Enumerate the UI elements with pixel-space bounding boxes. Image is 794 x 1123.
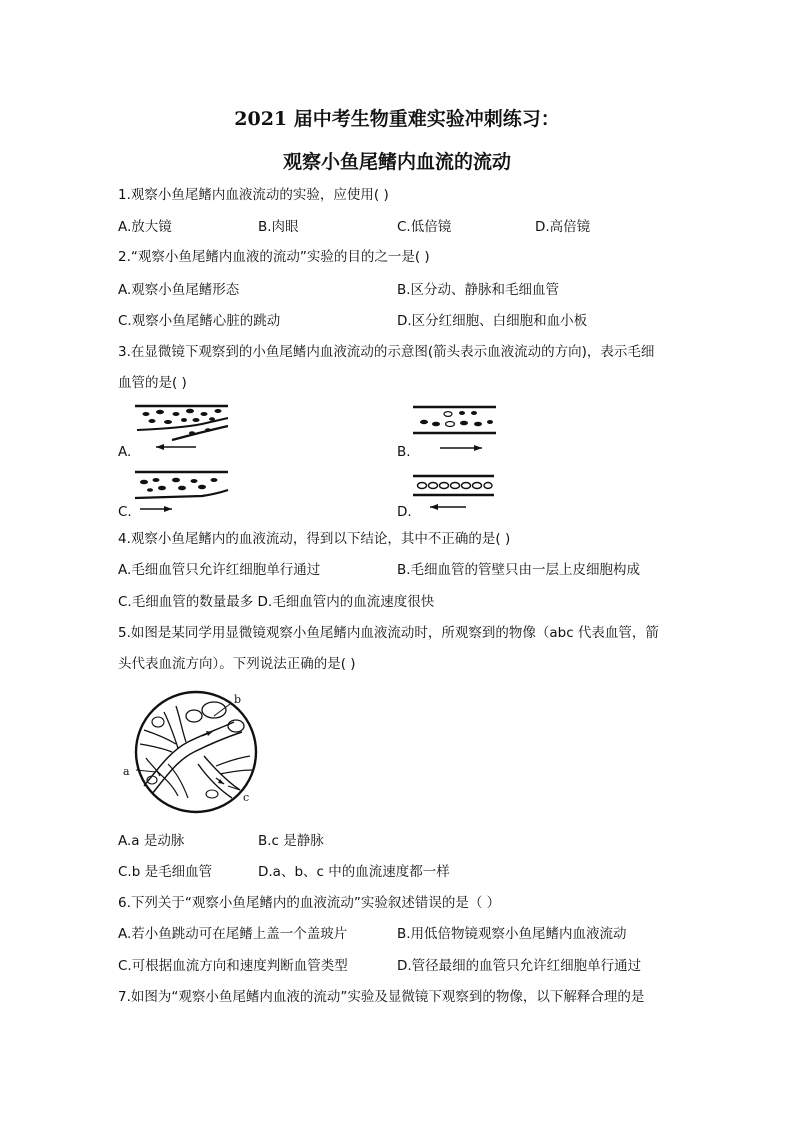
q5-option-b: B.c 是静脉 [258, 833, 324, 849]
title-line-1: 2021 届中考生物重难实验冲刺练习： [234, 108, 560, 130]
q3-option-d-label: D. [397, 504, 412, 520]
q4-option-a: A.毛细血管只允许红细胞单行通过 [118, 562, 321, 578]
q1-option-c: C.低倍镜 [397, 219, 452, 235]
q6-option-a: A.若小鱼跳动可在尾鳍上盖一个盖玻片 [118, 926, 348, 942]
q3-stem-line-1: 3.在显微镜下观察到的小鱼尾鳍内血液流动的示意图(箭头表示血液流动的方向)，表示毛细 [118, 344, 655, 360]
q1-option-d: D.高倍镜 [535, 219, 591, 235]
q3-figure-c [132, 466, 232, 516]
q3-figure-b [408, 400, 503, 454]
title-line-2: 观察小鱼尾鳍内血流的流动 [282, 151, 511, 173]
q2-option-b: B.区分动、静脉和毛细血管 [397, 282, 560, 298]
q3-figure-d [408, 470, 503, 514]
q3-option-c-label: C. [118, 504, 132, 520]
q3-figure-a [132, 400, 232, 452]
q3-option-b-label: B. [397, 444, 411, 460]
q2-option-a: A.观察小鱼尾鳍形态 [118, 282, 240, 298]
q2-option-c: C.观察小鱼尾鳍心脏的跳动 [118, 313, 281, 329]
q5-label-a: a [123, 765, 130, 778]
q5-option-c: C.b 是毛细血管 [118, 864, 213, 880]
q2-option-d: D.区分红细胞、白细胞和血小板 [397, 313, 588, 329]
q3-option-a-label: A. [118, 444, 132, 460]
q2-stem: 2.“观察小鱼尾鳍内血液的流动”实验的目的之一是( ) [118, 249, 430, 265]
q1-option-a: A.放大镜 [118, 219, 172, 235]
q6-stem: 6.下列关于“观察小鱼尾鳍内的血液流动”实验叙述错误的是（ ） [118, 895, 501, 911]
q4-option-b: B.毛细血管的管壁只由一层上皮细胞构成 [397, 562, 641, 578]
q5-option-a: A.a 是动脉 [118, 833, 185, 849]
q6-option-c: C.可根据血流方向和速度判断血管类型 [118, 958, 348, 974]
q5-option-d: D.a、b、c 中的血流速度都一样 [258, 864, 450, 880]
q5-label-c: c [243, 791, 250, 804]
q6-option-b: B.用低倍物镜观察小鱼尾鳍内血液流动 [397, 926, 627, 942]
q7-stem: 7.如图为“观察小鱼尾鳍内血液的流动”实验及显微镜下观察到的物像，以下解释合理的是 [118, 989, 645, 1005]
q5-stem-line-2: 头代表血流方向）。下列说法正确的是( ) [118, 656, 356, 672]
q5-stem-line-1: 5.如图是某同学用显微镜观察小鱼尾鳍内血液流动时，所观察到的物像（abc 代表血管，箭 [118, 625, 659, 641]
q1-option-b: B.肉眼 [258, 219, 299, 235]
q4-stem: 4.观察小鱼尾鳍内的血液流动，得到以下结论，其中不正确的是( ) [118, 531, 511, 547]
q5-label-b: b [234, 693, 242, 706]
q1-stem: 1.观察小鱼尾鳍内血液流动的实验，应使用( ) [118, 187, 389, 203]
q6-option-d: D.管径最细的血管只允许红细胞单行通过 [397, 958, 642, 974]
q4-option-c-d: C.毛细血管的数量最多 D.毛细血管内的血流速度很快 [118, 594, 435, 610]
q3-stem-line-2: 血管的是( ) [118, 375, 187, 391]
